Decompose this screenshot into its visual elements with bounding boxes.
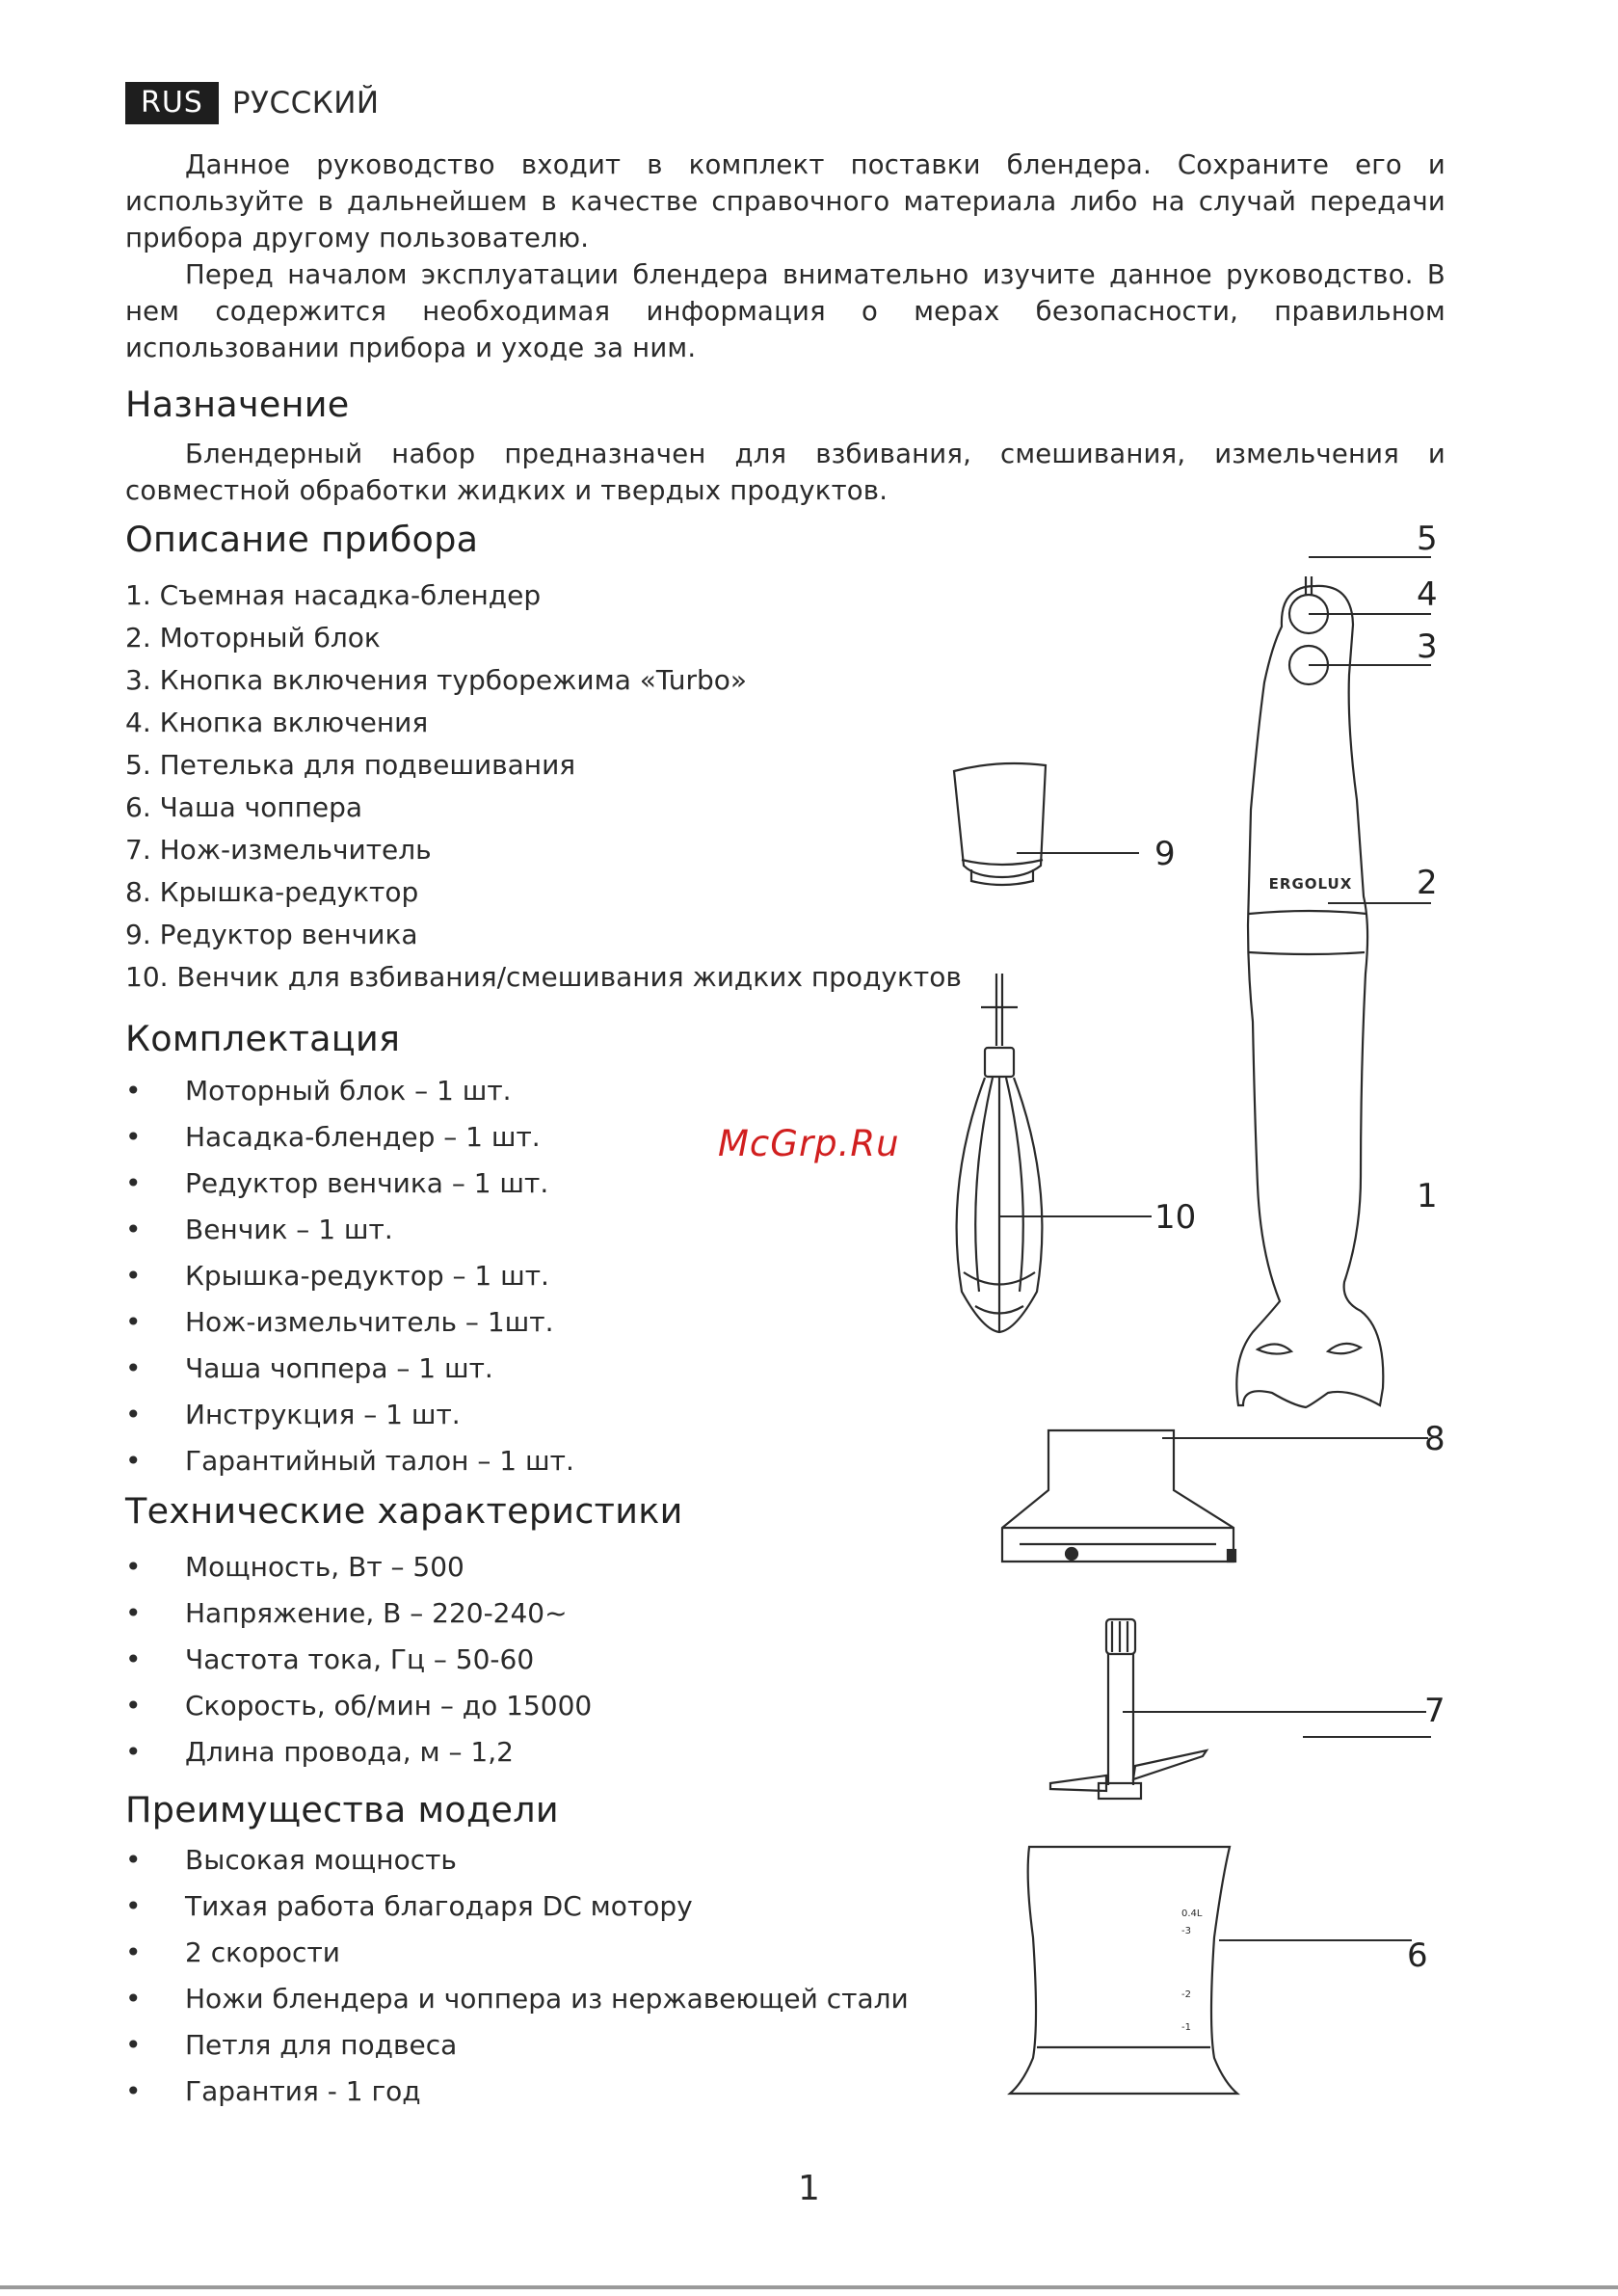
specs-list-item: • Частота тока, Гц – 50-60 — [125, 1637, 592, 1683]
bowl-mark: -3 — [1181, 1926, 1191, 1936]
advantages-list-item: • Ножи блендера и чоппера из нержавеющей стали — [125, 1976, 909, 2022]
bowl-mark: 0.4L — [1181, 1909, 1203, 1919]
package-list-item: • Насадка-блендер – 1 шт. — [125, 1114, 574, 1161]
specs-list-item: • Напряжение, В – 220-240~ — [125, 1590, 592, 1637]
chopper-lid-illustration — [1002, 1430, 1235, 1562]
package-list-item: • Венчик – 1 шт. — [125, 1207, 574, 1253]
parts-list-item: 6. Чаша чоппера — [125, 791, 363, 823]
package-list-item: • Моторный блок – 1 шт. — [125, 1068, 574, 1114]
brand-logo: ERGOLUX — [1268, 875, 1353, 893]
language-header — [125, 82, 380, 124]
parts-list-item: 8. Крышка-редуктор — [125, 876, 419, 908]
whisk-gearbox-illustration — [954, 763, 1046, 885]
advantages-list-item: • 2 скорости — [125, 1930, 909, 1976]
callout-number: 9 — [1154, 835, 1176, 873]
advantages-list-item: • Петля для подвеса — [125, 2022, 909, 2069]
parts-list-item: 7. Нож-измельчитель — [125, 834, 432, 866]
parts-list-item: 5. Петелька для подвешивания — [125, 749, 576, 781]
intro-paragraph-1: Данное руководство входит в комплект поставки блендера. Сохраните его и используйте в дальнейшем в качестве справочного материала либо на случай передачи прибора другому пользователю. — [125, 149, 1446, 254]
blender-illustration — [1236, 576, 1383, 1407]
purpose-heading: Назначение — [125, 384, 350, 425]
package-list-item: • Гарантийный талон – 1 шт. — [125, 1438, 574, 1484]
specs-list — [125, 1544, 592, 1775]
parts-list-item: 10. Венчик для взбивания/смешивания жидких продуктов — [125, 961, 962, 993]
language-code-badge: RUS — [125, 82, 219, 124]
callout-number: 2 — [1417, 864, 1438, 902]
chopper-bowl-illustration — [1010, 1847, 1237, 2094]
callout-number: 1 — [1417, 1177, 1438, 1215]
description-heading: Описание прибора — [125, 519, 479, 560]
callout-number: 3 — [1417, 627, 1438, 666]
purpose-text: Блендерный набор предназначен для взбивания, смешивания, измельчения и совместной обработки жидких и твердых продуктов. — [125, 439, 1446, 506]
package-list-item: • Инструкция – 1 шт. — [125, 1392, 574, 1438]
package-list-item: • Крышка-редуктор – 1 шт. — [125, 1253, 574, 1299]
package-list-item: • Нож-измельчитель – 1шт. — [125, 1299, 574, 1346]
whisk-illustration — [957, 974, 1043, 1332]
specs-heading: Технические характеристики — [125, 1490, 683, 1532]
watermark: McGrp.Ru — [718, 1123, 900, 1164]
callout-number: 10 — [1154, 1198, 1197, 1237]
package-list-item: • Чаша чоппера – 1 шт. — [125, 1346, 574, 1392]
parts-list-item: 9. Редуктор венчика — [125, 919, 418, 950]
advantages-heading: Преимущества модели — [125, 1789, 559, 1830]
page-number: 1 — [798, 2169, 820, 2208]
package-list — [125, 1068, 574, 1484]
advantages-list-item: • Гарантия - 1 год — [125, 2069, 909, 2115]
intro-paragraph-2: Перед началом эксплуатации блендера внимательно изучите данное руководство. В нем содержится необходимая информация о мерах безопасности, правильном использовании прибора и уходе за ним. — [125, 259, 1446, 363]
advantages-list-item: • Тихая работа благодаря DC мотору — [125, 1883, 909, 1930]
language-name: РУССКИЙ — [231, 86, 380, 120]
advantages-list-item: • Высокая мощность — [125, 1837, 909, 1883]
callout-number: 8 — [1424, 1420, 1446, 1458]
specs-list-item: • Скорость, об/мин – до 15000 — [125, 1683, 592, 1729]
bowl-mark: -1 — [1181, 2022, 1191, 2033]
callout-number: 7 — [1424, 1692, 1446, 1730]
parts-list-item: 2. Моторный блок — [125, 622, 381, 654]
blender-parts-diagram — [925, 521, 1465, 2121]
callout-number: 5 — [1417, 521, 1438, 558]
callout-number: 4 — [1417, 575, 1438, 614]
bowl-mark: -2 — [1181, 1989, 1191, 2000]
parts-list — [125, 574, 962, 999]
parts-list-item: 4. Кнопка включения — [125, 707, 429, 738]
callout-number: 6 — [1407, 1936, 1428, 1975]
package-list-item: • Редуктор венчика – 1 шт. — [125, 1161, 574, 1207]
advantages-list — [125, 1837, 909, 2115]
specs-list-item: • Мощность, Вт – 500 — [125, 1544, 592, 1590]
parts-list-item: 3. Кнопка включения турборежима «Turbo» — [125, 664, 748, 696]
bottom-rule — [0, 2285, 1618, 2289]
package-heading: Комплектация — [125, 1018, 401, 1059]
callout-leader-lines — [999, 557, 1431, 1940]
specs-list-item: • Длина провода, м – 1,2 — [125, 1729, 592, 1775]
chopper-knife-illustration — [1050, 1619, 1207, 1799]
parts-list-item: 1. Съемная насадка-блендер — [125, 579, 542, 611]
